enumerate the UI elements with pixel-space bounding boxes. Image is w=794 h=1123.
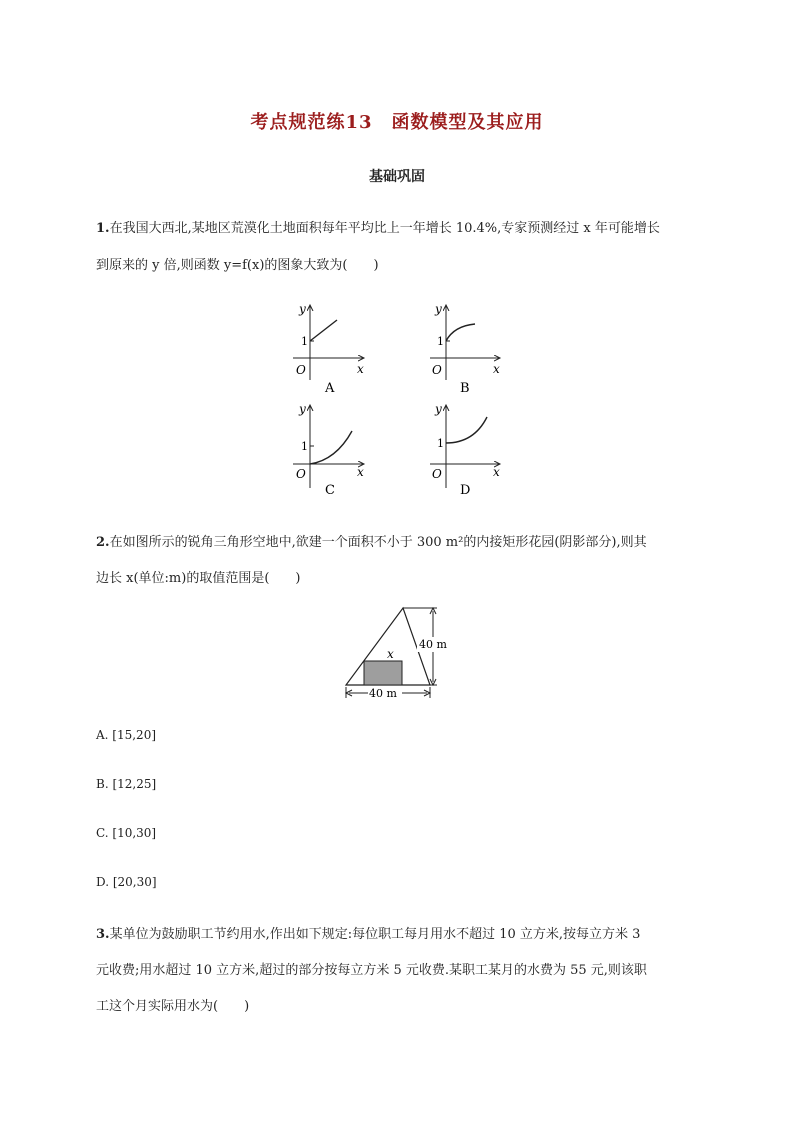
graph-a-y-label: y (299, 302, 306, 316)
question-2-number: 2. (96, 535, 110, 550)
height-label: 40 m (419, 638, 447, 651)
graph-b-curve (446, 324, 475, 341)
question-2-line-1 (96, 531, 647, 550)
base-label: 40 m (369, 687, 397, 700)
graph-a-tick: 1 (301, 335, 308, 348)
graph-d-tick: 1 (437, 437, 444, 450)
graph-c-label: C (325, 483, 335, 498)
question-2-text-1: 在如图所示的锐角三角形空地中,欲建一个面积不小于 300 m²的内接矩形花园(阴影部分),则其 (109, 535, 647, 550)
graph-d-label: D (460, 483, 471, 498)
question-1-text-1: 在我国大西北,某地区荒漠化土地面积每年平均比上一年增长 10.4%,专家预测经过 x 年可能增长 (109, 221, 660, 236)
graph-d-x-label: x (493, 465, 500, 479)
option-a: A. [15,20] (96, 728, 157, 742)
graph-b-label: B (460, 381, 470, 396)
graph-c-y-label: y (299, 402, 306, 416)
graph-d (430, 402, 500, 498)
page-title: 考点规范练13 函数模型及其应用 (250, 112, 544, 133)
graph-c-origin: O (296, 467, 306, 481)
graph-b-y-label: y (435, 302, 442, 316)
graph-a (293, 302, 364, 396)
graph-a-label: A (325, 381, 335, 396)
graph-c (293, 402, 364, 498)
option-d: D. [20,30] (96, 875, 157, 889)
graph-b-x-label: x (493, 362, 500, 376)
question-3-line-1 (96, 923, 640, 942)
question-3-line-3: 工这个月实际用水为( ) (96, 999, 250, 1014)
question-3-text-1: 某单位为鼓励职工节约用水,作出如下规定:每位职工每月用水不超过 10 立方米,按每立方米 3 (109, 927, 641, 942)
graph-c-x-label: x (357, 465, 364, 479)
question-3-line-2: 元收费;用水超过 10 立方米,超过的部分按每立方米 5 元收费.某职工某月的水费为 55 元,则该职 (96, 963, 647, 978)
graph-b-tick: 1 (437, 335, 444, 348)
section-heading: 基础巩固 (369, 169, 425, 185)
inscribed-rectangle (364, 661, 402, 685)
option-c: C. [10,30] (96, 826, 157, 840)
question-3-number: 3. (96, 927, 110, 942)
graph-a-origin: O (296, 363, 306, 377)
question-2-figure (346, 608, 451, 700)
option-b: B. [12,25] (96, 777, 157, 791)
question-2-line-2: 边长 x(单位:m)的取值范围是( ) (96, 571, 301, 586)
graph-b-origin: O (432, 363, 442, 377)
graph-a-x-label: x (357, 362, 364, 376)
graph-c-tick: 1 (301, 440, 308, 453)
question-1-line-2: 到原来的 y 倍,则函数 y=f(x)的图象大致为( ) (96, 258, 379, 273)
graph-b (430, 302, 500, 396)
graph-a-curve (310, 320, 337, 341)
side-x-label: x (387, 647, 394, 661)
graph-d-y-label: y (435, 402, 442, 416)
graph-d-curve (446, 417, 487, 443)
graph-d-origin: O (432, 467, 442, 481)
graph-c-curve (310, 431, 352, 464)
question-1-number: 1. (96, 221, 110, 236)
